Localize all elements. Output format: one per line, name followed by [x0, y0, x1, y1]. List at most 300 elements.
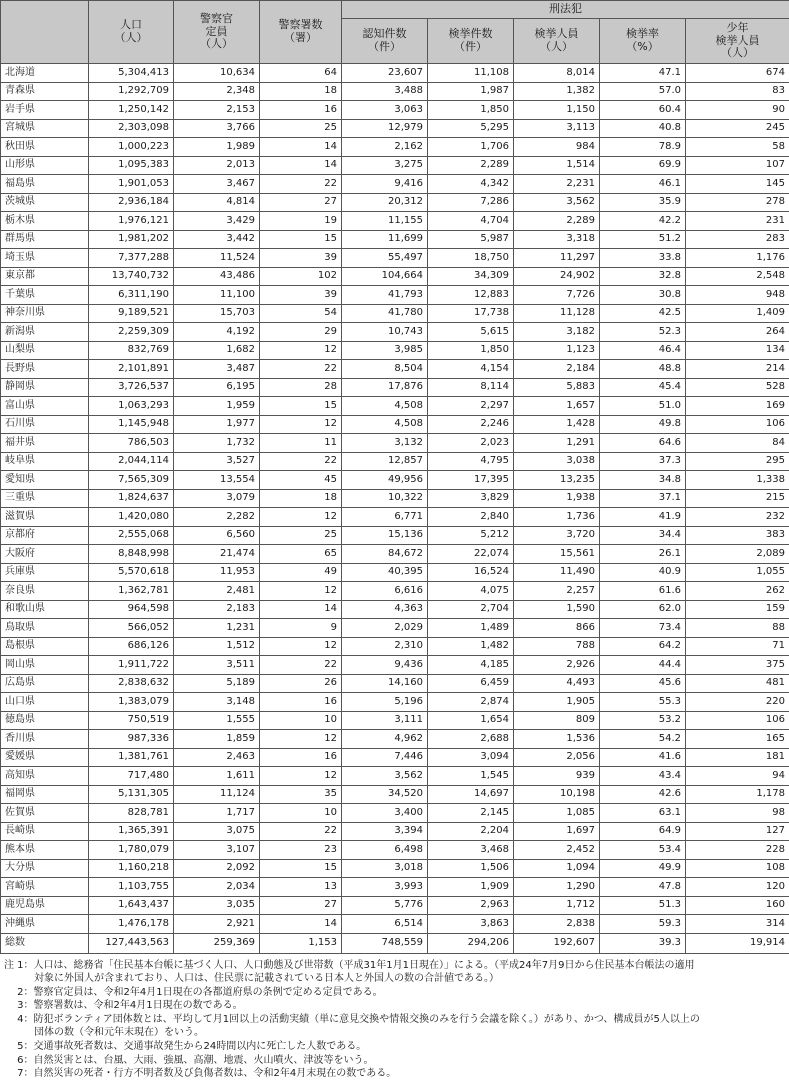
value-cell: 61.6	[600, 582, 686, 601]
value-cell: 192,607	[514, 933, 600, 953]
table-row	[1, 767, 789, 786]
value-cell: 57.0	[600, 82, 686, 101]
value-cell: 25	[260, 526, 342, 545]
value-cell: 1,506	[428, 859, 514, 878]
value-cell: 481	[686, 674, 789, 693]
value-cell: 9,416	[342, 175, 428, 194]
value-cell: 88	[686, 619, 789, 638]
value-cell: 5,131,305	[89, 785, 174, 804]
value-cell: 3,038	[514, 452, 600, 471]
prefecture-name-cell: 福島県	[1, 175, 89, 194]
value-cell: 45.4	[600, 378, 686, 397]
table-row	[1, 804, 789, 823]
value-cell: 34,309	[428, 267, 514, 286]
value-cell: 5,776	[342, 896, 428, 915]
value-cell: 3,018	[342, 859, 428, 878]
value-cell: 1,250,142	[89, 101, 174, 120]
header-juvenile-arrests: 少年 検挙人員 （人）	[686, 19, 789, 64]
value-cell: 14	[260, 156, 342, 175]
value-cell: 39	[260, 249, 342, 268]
value-cell: 314	[686, 915, 789, 934]
footnote-line: 注 1：人口は、総務省「住民基本台帳に基づく人口、人口動態及び世帯数（平成31年1月1日現在）」による。（平成24年7月9日から住民基本台帳法の適用	[4, 959, 789, 973]
value-cell: 5,987	[428, 230, 514, 249]
prefecture-name-cell: 鹿児島県	[1, 896, 89, 915]
value-cell: 3,993	[342, 878, 428, 897]
value-cell: 16	[260, 101, 342, 120]
value-cell: 1,482	[428, 637, 514, 656]
value-cell: 120	[686, 878, 789, 897]
value-cell: 5,570,618	[89, 563, 174, 582]
value-cell: 828,781	[89, 804, 174, 823]
value-cell: 49	[260, 563, 342, 582]
value-cell: 2,463	[174, 748, 260, 767]
value-cell: 2,555,068	[89, 526, 174, 545]
prefecture-name-cell: 京都府	[1, 526, 89, 545]
value-cell: 987,336	[89, 730, 174, 749]
value-cell: 71	[686, 637, 789, 656]
value-cell: 40,395	[342, 563, 428, 582]
value-cell: 10,743	[342, 323, 428, 342]
prefecture-name-cell: 山形県	[1, 156, 89, 175]
value-cell: 3,394	[342, 822, 428, 841]
value-cell: 78.9	[600, 138, 686, 157]
value-cell: 3,985	[342, 341, 428, 360]
value-cell: 2,303,098	[89, 119, 174, 138]
footnote-line: 対象に外国人が含まれており、人口は、住民票に記載されている日本人と外国人の数の合計値である。）	[4, 972, 789, 986]
value-cell: 32.8	[600, 267, 686, 286]
value-cell: 12	[260, 767, 342, 786]
value-cell: 1,292,709	[89, 82, 174, 101]
value-cell: 51.2	[600, 230, 686, 249]
table-row	[1, 323, 789, 342]
prefecture-name-cell: 大分県	[1, 859, 89, 878]
value-cell: 34,520	[342, 785, 428, 804]
value-cell: 6,514	[342, 915, 428, 934]
value-cell: 9	[260, 619, 342, 638]
prefecture-name-cell: 高知県	[1, 767, 89, 786]
value-cell: 6,498	[342, 841, 428, 860]
table-row	[1, 101, 789, 120]
value-cell: 6,311,190	[89, 286, 174, 305]
value-cell: 2,204	[428, 822, 514, 841]
value-cell: 686,126	[89, 637, 174, 656]
value-cell: 134	[686, 341, 789, 360]
value-cell: 10	[260, 804, 342, 823]
value-cell: 3,720	[514, 526, 600, 545]
value-cell: 49,956	[342, 471, 428, 490]
value-cell: 2,310	[342, 637, 428, 656]
table-row	[1, 193, 789, 212]
value-cell: 64	[260, 64, 342, 83]
value-cell: 49.8	[600, 415, 686, 434]
table-row	[1, 138, 789, 157]
value-cell: 3,511	[174, 656, 260, 675]
table-row	[1, 82, 789, 101]
value-cell: 23,607	[342, 64, 428, 83]
value-cell: 4,814	[174, 193, 260, 212]
value-cell: 169	[686, 397, 789, 416]
value-cell: 3,275	[342, 156, 428, 175]
value-cell: 1,959	[174, 397, 260, 416]
value-cell: 41.6	[600, 748, 686, 767]
value-cell: 1,420,080	[89, 508, 174, 527]
value-cell: 1,545	[428, 767, 514, 786]
value-cell: 788	[514, 637, 600, 656]
table-body	[1, 64, 789, 954]
table-row	[1, 452, 789, 471]
value-cell: 42.2	[600, 212, 686, 231]
value-cell: 24,902	[514, 267, 600, 286]
prefecture-name-cell: 三重県	[1, 489, 89, 508]
prefecture-name-cell: 富山県	[1, 397, 89, 416]
value-cell: 1,428	[514, 415, 600, 434]
footnote-line: 6：自然災害とは、台風、大雨、強風、高潮、地震、火山噴火、津波等をいう。	[4, 1054, 789, 1068]
value-cell: 2,145	[428, 804, 514, 823]
value-cell: 11,128	[514, 304, 600, 323]
prefecture-name-cell: 長野県	[1, 360, 89, 379]
value-cell: 22	[260, 822, 342, 841]
value-cell: 60.4	[600, 101, 686, 120]
value-cell: 674	[686, 64, 789, 83]
value-cell: 108	[686, 859, 789, 878]
table-row	[1, 304, 789, 323]
table-row	[1, 526, 789, 545]
value-cell: 84,672	[342, 545, 428, 564]
prefecture-name-cell: 和歌山県	[1, 600, 89, 619]
prefecture-name-cell: 大阪府	[1, 545, 89, 564]
value-cell: 53.4	[600, 841, 686, 860]
header-clearance-rate: 検挙率 （%）	[600, 19, 686, 64]
prefecture-name-cell: 愛媛県	[1, 748, 89, 767]
table-row	[1, 600, 789, 619]
value-cell: 832,769	[89, 341, 174, 360]
value-cell: 7,377,288	[89, 249, 174, 268]
table-row	[1, 119, 789, 138]
value-cell: 1,938	[514, 489, 600, 508]
value-cell: 11,953	[174, 563, 260, 582]
value-cell: 1,291	[514, 434, 600, 453]
value-cell: 1,611	[174, 767, 260, 786]
table-row	[1, 841, 789, 860]
value-cell: 245	[686, 119, 789, 138]
value-cell: 16,524	[428, 563, 514, 582]
value-cell: 12	[260, 508, 342, 527]
header-prefecture	[1, 1, 89, 64]
prefecture-name-cell: 島根県	[1, 637, 89, 656]
value-cell: 283	[686, 230, 789, 249]
value-cell: 15	[260, 397, 342, 416]
value-cell: 15,136	[342, 526, 428, 545]
value-cell: 566,052	[89, 619, 174, 638]
value-cell: 2,259,309	[89, 323, 174, 342]
value-cell: 43,486	[174, 267, 260, 286]
value-cell: 2,056	[514, 748, 600, 767]
value-cell: 1,976,121	[89, 212, 174, 231]
value-cell: 1,732	[174, 434, 260, 453]
value-cell: 1,094	[514, 859, 600, 878]
value-cell: 1,338	[686, 471, 789, 490]
value-cell: 4,075	[428, 582, 514, 601]
value-cell: 102	[260, 267, 342, 286]
value-cell: 3,726,537	[89, 378, 174, 397]
value-cell: 1,150	[514, 101, 600, 120]
value-cell: 15	[260, 230, 342, 249]
value-cell: 3,487	[174, 360, 260, 379]
prefecture-name-cell: 岩手県	[1, 101, 89, 120]
value-cell: 11,297	[514, 249, 600, 268]
value-cell: 1,160,218	[89, 859, 174, 878]
header-population: 人口 （人）	[89, 1, 174, 64]
value-cell: 259,369	[174, 933, 260, 953]
value-cell: 8,114	[428, 378, 514, 397]
value-cell: 63.1	[600, 804, 686, 823]
footnotes	[0, 959, 789, 1081]
footnote-line: 2：警察官定員は、令和2年4月1日現在の各都道府県の条例で定める定員である。	[4, 986, 789, 1000]
value-cell: 3,132	[342, 434, 428, 453]
value-cell: 14,697	[428, 785, 514, 804]
table-row	[1, 434, 789, 453]
value-cell: 3,527	[174, 452, 260, 471]
value-cell: 1,063,293	[89, 397, 174, 416]
table-row	[1, 175, 789, 194]
value-cell: 94	[686, 767, 789, 786]
value-cell: 34.4	[600, 526, 686, 545]
value-cell: 98	[686, 804, 789, 823]
value-cell: 964,598	[89, 600, 174, 619]
value-cell: 12,979	[342, 119, 428, 138]
value-cell: 2,963	[428, 896, 514, 915]
prefecture-name-cell: 山梨県	[1, 341, 89, 360]
value-cell: 3,863	[428, 915, 514, 934]
value-cell: 939	[514, 767, 600, 786]
value-cell: 47.1	[600, 64, 686, 83]
value-cell: 58	[686, 138, 789, 157]
value-cell: 15,561	[514, 545, 600, 564]
value-cell: 1,409	[686, 304, 789, 323]
value-cell: 1,103,755	[89, 878, 174, 897]
value-cell: 1,977	[174, 415, 260, 434]
value-cell: 27	[260, 193, 342, 212]
value-cell: 35	[260, 785, 342, 804]
table-row	[1, 730, 789, 749]
value-cell: 12,857	[342, 452, 428, 471]
value-cell: 1,654	[428, 711, 514, 730]
value-cell: 5,196	[342, 693, 428, 712]
value-cell: 3,079	[174, 489, 260, 508]
value-cell: 15,703	[174, 304, 260, 323]
prefecture-name-cell: 岡山県	[1, 656, 89, 675]
value-cell: 4,185	[428, 656, 514, 675]
header-arrested-persons: 検挙人員 （人）	[514, 19, 600, 64]
value-cell: 2,926	[514, 656, 600, 675]
value-cell: 6,195	[174, 378, 260, 397]
value-cell: 10,634	[174, 64, 260, 83]
value-cell: 12	[260, 730, 342, 749]
value-cell: 214	[686, 360, 789, 379]
value-cell: 1,476,178	[89, 915, 174, 934]
header-police-officers: 警察官 定員 （人）	[174, 1, 260, 64]
prefecture-name-cell: 広島県	[1, 674, 89, 693]
value-cell: 49.9	[600, 859, 686, 878]
table-row	[1, 693, 789, 712]
value-cell: 1,850	[428, 101, 514, 120]
value-cell: 5,295	[428, 119, 514, 138]
value-cell: 9,189,521	[89, 304, 174, 323]
value-cell: 717,480	[89, 767, 174, 786]
prefecture-name-cell: 東京都	[1, 267, 89, 286]
value-cell: 1,382	[514, 82, 600, 101]
value-cell: 54	[260, 304, 342, 323]
value-cell: 2,013	[174, 156, 260, 175]
value-cell: 10	[260, 711, 342, 730]
header-criminal-offenses-group: 刑法犯	[342, 1, 789, 19]
prefecture-name-cell: 群馬県	[1, 230, 89, 249]
value-cell: 1,555	[174, 711, 260, 730]
value-cell: 5,304,413	[89, 64, 174, 83]
value-cell: 5,883	[514, 378, 600, 397]
value-cell: 55,497	[342, 249, 428, 268]
value-cell: 4,363	[342, 600, 428, 619]
value-cell: 64.9	[600, 822, 686, 841]
value-cell: 1,000,223	[89, 138, 174, 157]
value-cell: 40.9	[600, 563, 686, 582]
value-cell: 11,100	[174, 286, 260, 305]
prefecture-name-cell: 福井県	[1, 434, 89, 453]
value-cell: 8,848,998	[89, 545, 174, 564]
value-cell: 2,936,184	[89, 193, 174, 212]
value-cell: 13,554	[174, 471, 260, 490]
prefecture-name-cell: 奈良県	[1, 582, 89, 601]
value-cell: 2,840	[428, 508, 514, 527]
prefecture-name-cell: 静岡県	[1, 378, 89, 397]
value-cell: 3,562	[342, 767, 428, 786]
value-cell: 1,717	[174, 804, 260, 823]
value-cell: 2,029	[342, 619, 428, 638]
table-row	[1, 785, 789, 804]
value-cell: 375	[686, 656, 789, 675]
value-cell: 2,481	[174, 582, 260, 601]
value-cell: 45.6	[600, 674, 686, 693]
value-cell: 53.2	[600, 711, 686, 730]
value-cell: 22	[260, 175, 342, 194]
header-recognized-cases: 認知件数 （件）	[342, 19, 428, 64]
value-cell: 40.8	[600, 119, 686, 138]
value-cell: 3,063	[342, 101, 428, 120]
value-cell: 127	[686, 822, 789, 841]
prefecture-name-cell: 神奈川県	[1, 304, 89, 323]
value-cell: 44.4	[600, 656, 686, 675]
value-cell: 5,212	[428, 526, 514, 545]
value-cell: 1,145,948	[89, 415, 174, 434]
value-cell: 220	[686, 693, 789, 712]
value-cell: 3,318	[514, 230, 600, 249]
value-cell: 1,290	[514, 878, 600, 897]
value-cell: 1,176	[686, 249, 789, 268]
value-cell: 8,014	[514, 64, 600, 83]
value-cell: 1,850	[428, 341, 514, 360]
value-cell: 4,154	[428, 360, 514, 379]
value-cell: 1,536	[514, 730, 600, 749]
value-cell: 19	[260, 212, 342, 231]
table-row	[1, 619, 789, 638]
value-cell: 2,688	[428, 730, 514, 749]
value-cell: 106	[686, 415, 789, 434]
value-cell: 4,192	[174, 323, 260, 342]
table-row	[1, 822, 789, 841]
value-cell: 14	[260, 138, 342, 157]
value-cell: 383	[686, 526, 789, 545]
value-cell: 64.2	[600, 637, 686, 656]
table-row	[1, 563, 789, 582]
prefecture-name-cell: 千葉県	[1, 286, 89, 305]
prefecture-name-cell: 山口県	[1, 693, 89, 712]
value-cell: 3,182	[514, 323, 600, 342]
prefecture-name-cell: 滋賀県	[1, 508, 89, 527]
value-cell: 3,829	[428, 489, 514, 508]
value-cell: 45	[260, 471, 342, 490]
prefecture-name-cell: 愛知県	[1, 471, 89, 490]
value-cell: 4,795	[428, 452, 514, 471]
value-cell: 23	[260, 841, 342, 860]
value-cell: 1,489	[428, 619, 514, 638]
value-cell: 2,231	[514, 175, 600, 194]
table-header	[1, 1, 789, 64]
value-cell: 1,859	[174, 730, 260, 749]
value-cell: 3,488	[342, 82, 428, 101]
value-cell: 26	[260, 674, 342, 693]
value-cell: 3,111	[342, 711, 428, 730]
value-cell: 11	[260, 434, 342, 453]
footnote-line: 5：交通事故死者数は、交通事故発生から24時間以内に死亡した人数である。	[4, 1040, 789, 1054]
value-cell: 948	[686, 286, 789, 305]
prefecture-name-cell: 新潟県	[1, 323, 89, 342]
value-cell: 41.9	[600, 508, 686, 527]
value-cell: 1,383,079	[89, 693, 174, 712]
table-row	[1, 341, 789, 360]
value-cell: 104,664	[342, 267, 428, 286]
table-row	[1, 711, 789, 730]
value-cell: 73.4	[600, 619, 686, 638]
value-cell: 11,524	[174, 249, 260, 268]
value-cell: 41,780	[342, 304, 428, 323]
value-cell: 22	[260, 360, 342, 379]
value-cell: 1,981,202	[89, 230, 174, 249]
value-cell: 52.3	[600, 323, 686, 342]
value-cell: 18	[260, 489, 342, 508]
value-cell: 42.5	[600, 304, 686, 323]
prefecture-name-cell: 徳島県	[1, 711, 89, 730]
value-cell: 12,883	[428, 286, 514, 305]
value-cell: 84	[686, 434, 789, 453]
table-row	[1, 286, 789, 305]
table-row	[1, 915, 789, 934]
value-cell: 16	[260, 693, 342, 712]
value-cell: 28	[260, 378, 342, 397]
value-cell: 17,395	[428, 471, 514, 490]
table-row	[1, 582, 789, 601]
table-row	[1, 637, 789, 656]
prefecture-name-cell: 熊本県	[1, 841, 89, 860]
prefecture-name-cell: 宮崎県	[1, 878, 89, 897]
value-cell: 1,657	[514, 397, 600, 416]
value-cell: 984	[514, 138, 600, 157]
value-cell: 145	[686, 175, 789, 194]
value-cell: 6,771	[342, 508, 428, 527]
value-cell: 16	[260, 748, 342, 767]
prefecture-name-cell: 栃木県	[1, 212, 89, 231]
value-cell: 11,108	[428, 64, 514, 83]
value-cell: 33.8	[600, 249, 686, 268]
